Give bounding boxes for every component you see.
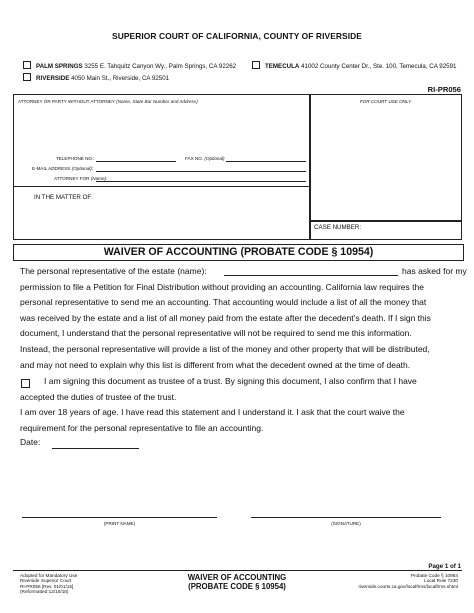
- attorney-for-label: ATTORNEY FOR (Name):: [54, 176, 108, 181]
- first-line: The personal representative of the estate (name): has asked for my: [20, 266, 467, 276]
- date-field[interactable]: [52, 448, 139, 449]
- print-name-field[interactable]: [22, 517, 217, 518]
- location-name: RIVERSIDE: [36, 75, 70, 82]
- email-label: E-MAIL ADDRESS (Optional):: [32, 166, 94, 171]
- court-use-box: [309, 94, 462, 222]
- temecula-checkbox[interactable]: [252, 61, 260, 69]
- print-name-label: (PRINT NAME): [103, 521, 136, 526]
- attorney-for-field[interactable]: [96, 181, 306, 182]
- location-palm-springs: [23, 61, 236, 70]
- attorney-label: ATTORNEY OR PARTY WITHOUT ATTORNEY (Name, State Bar Number and Address): [18, 99, 198, 104]
- location-address: 3255 E. Tahquitz Canyon Wy., Palm Springs, CA 92262: [84, 63, 237, 70]
- location-address: 4050 Main St., Riverside, CA 92501: [71, 75, 170, 82]
- body-line: Instead, the personal representative will provide a list of the money and other property that will be distributed,: [20, 343, 430, 354]
- telephone-field[interactable]: [96, 161, 176, 162]
- riverside-checkbox[interactable]: [23, 73, 31, 81]
- body-line: document, I understand that the personal representative will not be required to send me this information.: [20, 328, 412, 339]
- telephone-label: TELEPHONE NO.:: [56, 156, 95, 161]
- fax-field[interactable]: [226, 161, 306, 162]
- body-line: I am over 18 years of age. I have read this statement and I understand it. I ask that the court waive the: [20, 407, 405, 417]
- body-line: permission to file a Petition for Final Distribution without providing an accounting. California law requires the: [20, 281, 424, 292]
- signature-label: (SIGNATURE): [331, 521, 361, 526]
- caption-divider: [13, 186, 309, 187]
- trustee-checkbox[interactable]: [21, 379, 30, 388]
- form-number: RI-PR056: [427, 85, 461, 94]
- document-title: WAIVER OF ACCOUNTING (PROBATE CODE § 10954): [13, 244, 464, 261]
- fax-label: FAX NO. (Optional): [185, 156, 225, 161]
- location-temecula: [252, 61, 456, 70]
- footer-citations: Probate Code § 10954 Local Rule 7230 riverside.courts.ca.gov/localfrms/localfrms.shtml: [358, 573, 458, 589]
- signature-field[interactable]: [251, 517, 441, 518]
- footer-link[interactable]: riverside.courts.ca.gov/localfrms/localfrms.shtml: [358, 583, 458, 589]
- body-line: personal representative to send me an accounting. That accounting would include a list of all the money that: [20, 297, 427, 308]
- estate-name-field[interactable]: [224, 275, 398, 276]
- email-field[interactable]: [96, 171, 306, 172]
- footer-adoption: Adopted for Mandatory Use Riverside Superior Court RI-PR056 [Rev. 01/01/15] (Reformatted 12/10/18): [20, 573, 78, 595]
- body-paragraph: [20, 264, 467, 373]
- matter-label: IN THE MATTER OF:: [34, 194, 93, 201]
- trustee-line-1: I am signing this document as trustee of a trust. By signing this document, I also confirm that I have: [44, 376, 417, 386]
- footer-title: WAIVER OF ACCOUNTING (PROBATE CODE § 10954): [187, 573, 287, 591]
- court-use-label: FOR COURT USE ONLY: [359, 99, 412, 104]
- date-label: Date:: [20, 437, 41, 447]
- body-line: was received by the estate and a list of all money paid from the estate after the decedent’s death. If I sign this: [20, 312, 431, 323]
- court-title: SUPERIOR COURT OF CALIFORNIA, COUNTY OF RIVERSIDE: [112, 31, 362, 41]
- case-number-label: CASE NUMBER:: [314, 224, 362, 231]
- location-address: 41002 County Center Dr., Ste. 100, Temecula, CA 92591: [301, 63, 457, 70]
- body-line: and may not need to explain why this list is different from what the decedent owned at the time of death.: [20, 359, 411, 370]
- location-name: TEMECULA: [265, 63, 300, 70]
- palm-springs-checkbox[interactable]: [23, 61, 31, 69]
- body-line: requirement for the personal representative to file an accounting.: [20, 422, 264, 433]
- trustee-line-2: accepted the duties of trustee of the trust.: [20, 391, 177, 402]
- location-name: PALM SPRINGS: [36, 63, 83, 70]
- footer-rule: [13, 570, 462, 571]
- page-number: Page 1 of 1: [428, 563, 461, 570]
- age-paragraph: [20, 405, 460, 436]
- location-riverside: [23, 73, 169, 82]
